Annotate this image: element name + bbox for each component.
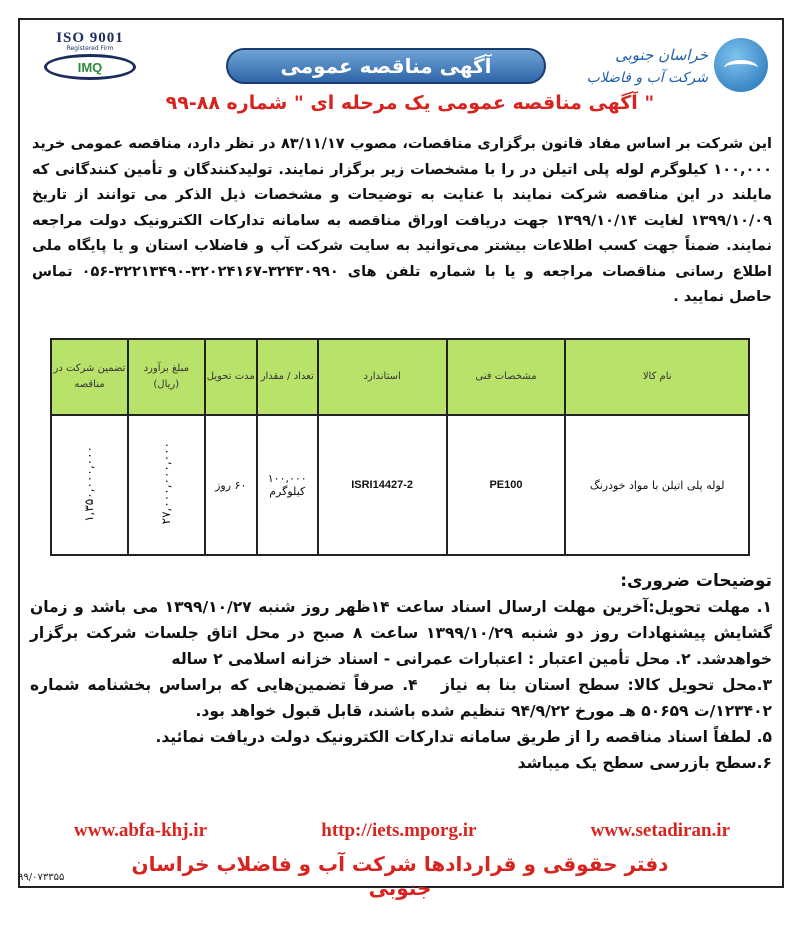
ad-code: ۹۹/۰۷۳۳۵۵ — [18, 872, 65, 883]
water-drop-icon — [714, 38, 768, 92]
note-3-text: سطح استان بنا به نیاز — [441, 676, 620, 694]
cell-spec: PE100 — [447, 415, 566, 555]
logo-line-1: خراسان جنوبی — [615, 46, 708, 64]
cell-delivery: ۶۰ روز — [205, 415, 257, 555]
note-3 — [30, 672, 772, 724]
footer-office: دفتر حقوقی و قراردادها شرکت آب و فاضلاب خراسان جنوبی — [131, 852, 669, 900]
note-4-text: ۴. صرفاً تضمین‌هایی که براساس بخشنامه شماره ۱۲۳۴۰۲/ت ۵۰۶۵۹ هـ مورخ ۹۴/۹/۲۲ تنظیم شده باشند، قابل قبول خواهد بود. — [30, 676, 772, 720]
col-quantity: تعداد / مقدار — [257, 339, 318, 415]
tender-subtitle: " آگهی مناقصه عمومی یک مرحله ای " شماره ۸۸-۹۹ — [165, 92, 655, 114]
note-2-text: : اعتبارات عمرانی - اسناد خزانه اسلامی ۲ ساله — [171, 650, 535, 668]
notes-section — [30, 568, 772, 776]
link-setadiran[interactable]: www.setadiran.ir — [590, 820, 730, 841]
cell-quantity: ۱۰۰,۰۰۰ کیلوگرم — [257, 415, 318, 555]
iso-subtitle: Registered Firm — [66, 45, 114, 52]
col-standard: استاندارد — [318, 339, 447, 415]
col-estimate: مبلغ برآورد (ریال) — [128, 339, 205, 415]
link-iets[interactable]: http://iets.mporg.ir — [321, 820, 477, 841]
cell-estimate — [128, 415, 205, 555]
cell-guarantee — [51, 415, 128, 555]
note-1-text: آخرین مهلت ارسال اسناد ساعت ۱۴ظهر روز شنبه ۱۳۹۹/۱۰/۲۷ می باشد و زمان گشایش پیشنهادات روز دو شنبه ۱۳۹۹/۱۰/۲۹ ساعت ۸ صبح در محل اتاق جلسات شرکت برگزار خواهدشد. — [30, 598, 772, 668]
table-header-row — [51, 339, 749, 415]
iso-certificate-logo — [40, 30, 140, 90]
cell-item-name: لوله پلی اتیلن با مواد خودرنگ — [565, 415, 749, 555]
col-spec: مشخصات فنی — [447, 339, 566, 415]
website-links — [74, 820, 730, 842]
note-1-label: ۱. مهلت تحویل: — [648, 598, 772, 616]
estimate-value: ۲۷,۰۰۰,۰۰۰,۰۰۰ — [159, 442, 174, 525]
notes-heading: توضیحات ضروری: — [620, 571, 772, 591]
note-2-label: ۲. محل تأمین اعتبار — [539, 650, 691, 668]
table-row — [51, 415, 749, 555]
tender-table — [50, 338, 750, 556]
guarantee-value: ۱,۳۵۰,۰۰۰,۰۰۰ — [82, 445, 97, 522]
note-1 — [30, 594, 772, 672]
note-5: ۵. لطفاً اسناد مناقصه را از طریق سامانه تدارکات الکترونیک دولت دریافت نمائید. — [155, 728, 772, 746]
imq-badge-text: IMQ — [77, 59, 103, 75]
col-guarantee: تضمین شرکت در مناقصه — [51, 339, 128, 415]
iso-title: ISO 9001 — [56, 30, 124, 46]
link-abfa[interactable]: www.abfa-khj.ir — [74, 820, 208, 841]
col-delivery: مدت تحویل — [205, 339, 257, 415]
imq-badge — [44, 54, 136, 80]
note-3-label: ۳.محل تحویل کالا: — [627, 676, 772, 694]
page-title: آگهی مناقصه عمومی — [226, 48, 546, 84]
intro-paragraph: این شرکت بر اساس مفاد قانون برگزاری مناقصات، مصوب ۸۳/۱۱/۱۷ در نظر دارد، مناقصه عمومی خرید ۱۰۰,۰۰۰ کیلوگرم لوله پلی اتیلن در را با مشخصات زیر برگزار نمایند. تولیدکنندگان و تأمین کنندگانی که مایلند در این مناقصه شرکت نمایند با عنایت به توضیحات و مشخصات ذیل الذکر می توانند از تاریخ ۱۳۹۹/۱۰/۰۹ لغایت ۱۳۹۹/۱۰/۱۴ جهت دریافت اوراق مناقصه به سامانه تدارکات الکترونیک دولت مراجعه نمایند. ضمناً جهت کسب اطلاعات بیشتر می‌توانید به سایت شرکت آب و فاضلاب استان و یا پایگاه ملی اطلاع رسانی مناقصات مراجعه و یا با شماره تلفن های ۳۲۴۳۰۹۹۰-۳۲۰۲۴۱۶۷-۳۲۲۱۳۴۹۰-۰۵۶ تماس حاصل نمایید . — [32, 136, 773, 305]
col-item-name: نام کالا — [565, 339, 749, 415]
note-6: ۶.سطح بازرسی سطح یک میباشد — [517, 754, 772, 772]
cell-standard: ISRI14427-2 — [318, 415, 447, 555]
logo-line-2: شرکت آب و فاضلاب — [586, 70, 708, 86]
